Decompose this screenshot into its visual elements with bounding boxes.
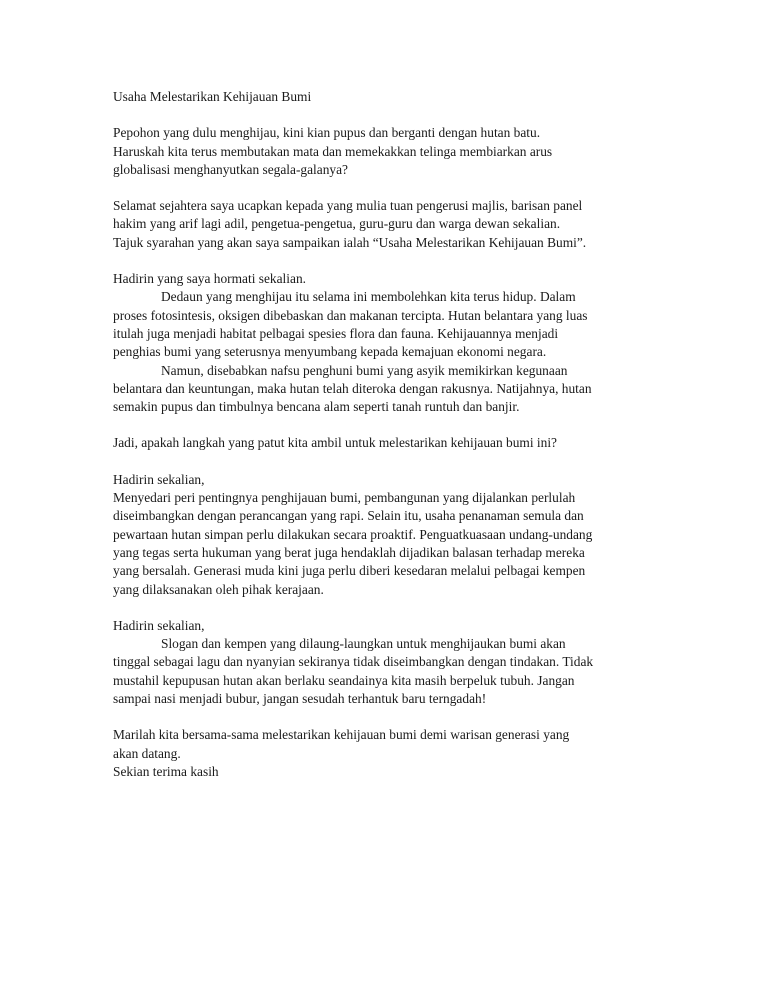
- text-line: belantara dan keuntungan, maka hutan telah diteroka dengan rakusnya. Natijahnya, hutan: [113, 380, 592, 396]
- document-page: [113, 88, 658, 799]
- text-line: diseimbangkan dengan perancangan yang rapi. Selain itu, usaha penanaman semula dan: [113, 508, 584, 524]
- text-line: yang tegas serta hukuman yang berat juga hendaklah dijadikan balasan terhadap mereka: [113, 544, 585, 560]
- text-line: Namun, disebabkan nafsu penghuni bumi yang asyik memikirkan kegunaan: [161, 362, 568, 378]
- text-line: proses fotosintesis, oksigen dibebaskan dan makanan tercipta. Hutan belantara yang luas: [113, 307, 588, 323]
- text-line: hakim yang arif lagi adil, pengetua-pengetua, guru-guru dan warga dewan sekalian.: [113, 216, 561, 232]
- text-line: Haruskah kita terus membutakan mata dan memekakkan telinga membiarkan arus: [113, 143, 553, 159]
- document-body: [113, 124, 658, 781]
- text-line: Hadirin sekalian,: [113, 617, 205, 633]
- text-line: akan datang.: [113, 745, 181, 761]
- paragraph: [113, 471, 658, 599]
- text-line: pewartaan hutan simpan perlu dilakukan secara proaktif. Penguatkuasaan undang-undang: [113, 526, 593, 542]
- paragraph: [113, 270, 658, 416]
- document-title: Usaha Melestarikan Kehijauan Bumi: [113, 89, 312, 104]
- text-line: Selamat sejahtera saya ucapkan kepada yang mulia tuan pengerusi majlis, barisan panel: [113, 198, 583, 214]
- text-line: Hadirin sekalian,: [113, 471, 205, 487]
- text-line: Tajuk syarahan yang akan saya sampaikan ialah “Usaha Melestarikan Kehijauan Bumi”.: [113, 234, 587, 250]
- paragraph: [113, 617, 658, 708]
- text-line: Pepohon yang dulu menghijau, kini kian pupus dan berganti dengan hutan batu.: [113, 125, 541, 141]
- text-line: mustahil kepupusan hutan akan berlaku seandainya kita masih berpeluk tubuh. Jangan: [113, 672, 575, 688]
- text-line: yang dilaksanakan oleh pihak kerajaan.: [113, 581, 324, 597]
- text-line: Jadi, apakah langkah yang patut kita ambil untuk melestarikan kehijauan bumi ini?: [113, 435, 557, 451]
- text-line: sampai nasi menjadi bubur, jangan sesudah terhantuk baru terngadah!: [113, 691, 487, 707]
- text-line: Menyedari peri pentingnya penghijauan bumi, pembangunan yang dijalankan perlulah: [113, 490, 576, 506]
- paragraph: [113, 197, 658, 252]
- text-line: Sekian terima kasih: [113, 763, 219, 779]
- text-line: globalisasi menghanyutkan segala-galanya?: [113, 161, 348, 177]
- text-line: Hadirin yang saya hormati sekalian.: [113, 271, 306, 287]
- text-line: yang bersalah. Generasi muda kini juga perlu diberi kesedaran melalui pelbagai kempen: [113, 563, 586, 579]
- paragraph: [113, 726, 658, 781]
- paragraph: [113, 434, 658, 452]
- text-line: Marilah kita bersama-sama melestarikan kehijauan bumi demi warisan generasi yang: [113, 727, 570, 743]
- text-line: Dedaun yang menghijau itu selama ini membolehkan kita terus hidup. Dalam: [161, 289, 576, 305]
- text-line: tinggal sebagai lagu dan nyanyian sekiranya tidak diseimbangkan dengan tindakan. Tidak: [113, 654, 594, 670]
- text-line: semakin pupus dan timbulnya bencana alam seperti tanah runtuh dan banjir.: [113, 399, 520, 415]
- text-line: Slogan dan kempen yang dilaung-laungkan untuk menghijaukan bumi akan: [161, 636, 566, 652]
- text-line: itulah juga menjadi habitat pelbagai spesies flora dan fauna. Kehijauannya menjadi: [113, 325, 559, 341]
- paragraph: [113, 124, 658, 179]
- text-line: penghias bumi yang seterusnya menyumbang kepada kemajuan ekonomi negara.: [113, 344, 547, 360]
